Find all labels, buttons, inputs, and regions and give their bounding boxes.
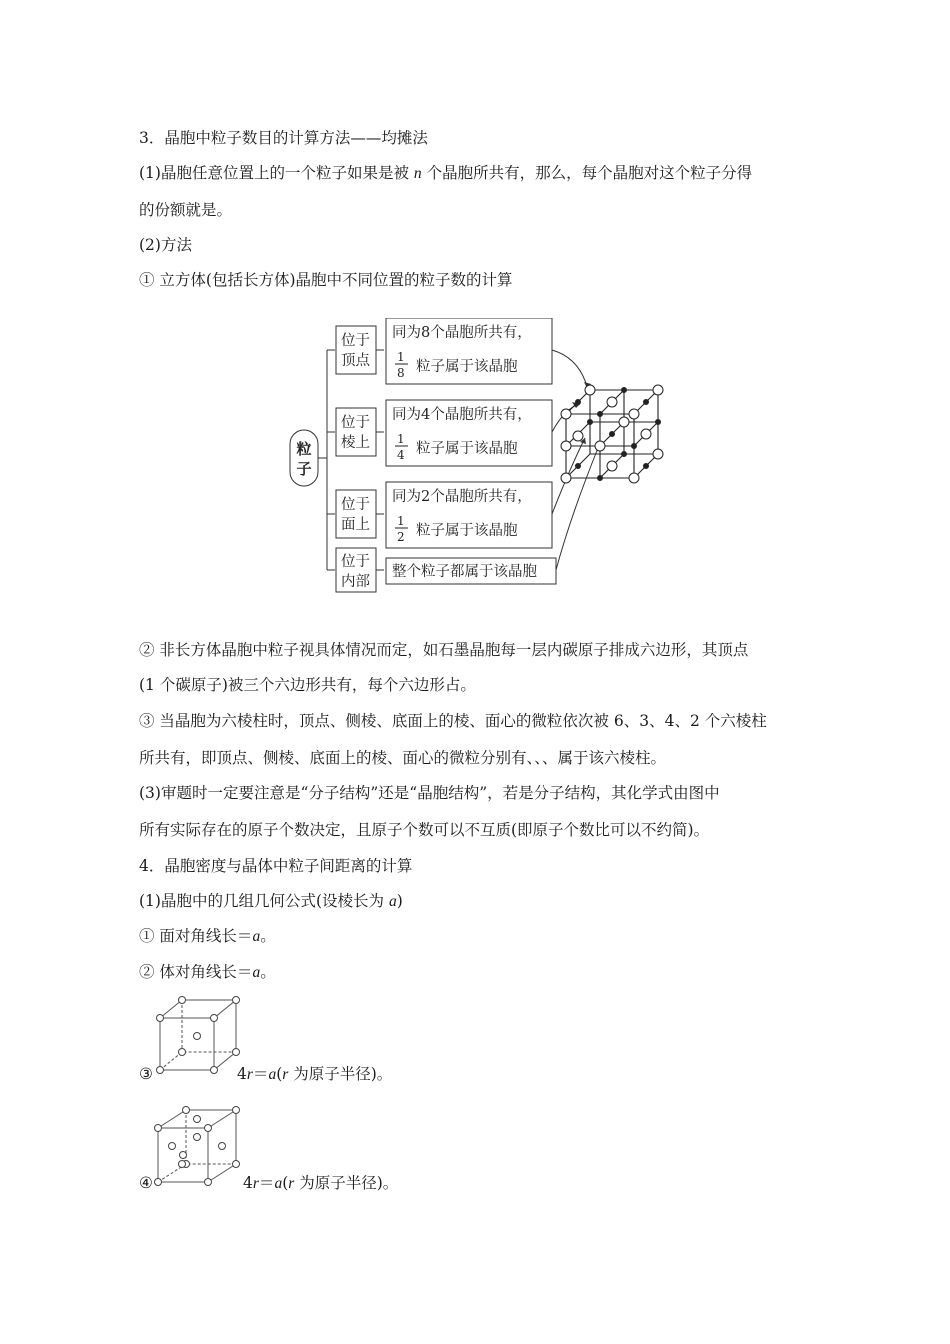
atom-face bbox=[641, 429, 651, 439]
atom-vertex bbox=[585, 385, 595, 395]
atom-face bbox=[619, 417, 629, 427]
pos-face-2: 面上 bbox=[341, 517, 370, 533]
variable-a: a bbox=[252, 928, 261, 945]
text: ＝ bbox=[252, 1065, 269, 1083]
formula-3-marker: ③ bbox=[139, 1065, 153, 1083]
formula-4-marker: ④ bbox=[139, 1174, 153, 1192]
atom-edge bbox=[576, 400, 581, 405]
atom-edge bbox=[576, 464, 581, 469]
text: 个晶胞所共有，那么，每个晶胞对这个粒子分得 bbox=[421, 164, 753, 182]
text: ＝ bbox=[258, 1174, 275, 1192]
pos-face-1: 位于 bbox=[341, 497, 370, 513]
atom-face bbox=[607, 397, 617, 407]
paragraph-5-line-1: ③ 当晶胞为六棱柱时，顶点、侧棱、底面上的棱、面心的微粒依次被 6、3、4、2 个六棱柱 bbox=[139, 712, 767, 730]
paragraph-6-line-1: (3)审题时一定要注意是“分子结构”还是“晶胞结构”，若是分子结构，其化学式由图中 bbox=[139, 784, 720, 802]
pos-vertex-1: 位于 bbox=[341, 333, 370, 349]
pos-interior-2: 内部 bbox=[341, 574, 370, 590]
atom-edge bbox=[588, 420, 593, 425]
variable-n: n bbox=[413, 165, 422, 182]
formula-4 bbox=[243, 1173, 398, 1194]
frac-edge-den: 4 bbox=[397, 448, 405, 462]
frac-face-num: 1 bbox=[397, 514, 405, 528]
paragraph-1-line-2: 的份额就是。 bbox=[139, 201, 233, 219]
paragraph-5-line-2: 所共有，即顶点、侧棱、底面上的棱、面心的微粒分别有、、、属于该六棱柱。 bbox=[139, 749, 667, 767]
text: 4 bbox=[243, 1174, 253, 1192]
text: 。 bbox=[260, 963, 276, 981]
root-label-bottom: 子 bbox=[296, 460, 312, 478]
desc-interior: 整个粒子都属于该晶胞 bbox=[392, 564, 537, 580]
variable-r: r bbox=[282, 1066, 289, 1083]
pos-interior-1: 位于 bbox=[341, 554, 370, 570]
atom-face bbox=[573, 431, 583, 441]
atom-face bbox=[607, 461, 617, 471]
root-label-top: 粒 bbox=[296, 440, 312, 458]
frac-vertex-num: 1 bbox=[397, 350, 405, 364]
text: 。 bbox=[260, 927, 276, 945]
particle-position-diagram bbox=[280, 318, 700, 598]
atom-vertex bbox=[653, 449, 663, 459]
desc-vertex-line1: 同为8个晶胞所共有， bbox=[392, 325, 532, 341]
text: (1)晶胞任意位置上的一个粒子如果是被 bbox=[139, 164, 414, 182]
text: ( bbox=[276, 1065, 283, 1083]
atom-edge bbox=[632, 444, 637, 449]
heading-section-3: 3．晶胞中粒子数目的计算方法——均摊法 bbox=[139, 129, 428, 147]
frac-edge-num: 1 bbox=[397, 432, 405, 446]
paragraph-7 bbox=[139, 891, 403, 912]
text: ) bbox=[396, 892, 403, 910]
atom-edge bbox=[598, 476, 603, 481]
heading-section-4: 4．晶胞密度与晶体中粒子间距离的计算 bbox=[139, 857, 413, 875]
desc-face-line1: 同为2个晶胞所共有， bbox=[392, 489, 532, 505]
variable-r: r bbox=[246, 1066, 253, 1083]
atom-vertex bbox=[561, 473, 571, 483]
atom-edge bbox=[622, 452, 627, 457]
frac-vertex-den: 8 bbox=[397, 366, 405, 380]
atom-face bbox=[595, 441, 605, 451]
atom-interior bbox=[610, 432, 615, 437]
formula-2 bbox=[139, 962, 276, 983]
variable-a: a bbox=[252, 964, 261, 981]
atom-edge bbox=[644, 464, 649, 469]
atom-edge bbox=[598, 412, 603, 417]
atom-vertex bbox=[629, 473, 639, 483]
paragraph-2: (2)方法 bbox=[139, 236, 192, 254]
text: 为原子半径)。 bbox=[294, 1174, 399, 1192]
text: ② 体对角线长＝ bbox=[139, 963, 253, 981]
lattice-atoms bbox=[561, 385, 663, 483]
desc-vertex-line2: 粒子属于该晶胞 bbox=[416, 359, 518, 375]
paragraph-4-line-2: (1 个碳原子)被三个六边形共有，每个六边形占。 bbox=[139, 676, 476, 694]
paragraph-4-line-1: ② 非长方体晶胞中粒子视具体情况而定，如石墨晶胞每一层内碳原子排成六边形，其顶点 bbox=[139, 641, 749, 659]
text: (1)晶胞中的几组几何公式(设棱长为 bbox=[139, 892, 389, 910]
text: 为原子半径)。 bbox=[288, 1065, 393, 1083]
pos-vertex-2: 顶点 bbox=[341, 353, 370, 369]
atom-edge bbox=[622, 388, 627, 393]
desc-face-line2: 粒子属于该晶胞 bbox=[416, 523, 518, 539]
variable-a: a bbox=[388, 893, 397, 910]
paragraph-1-line-1 bbox=[139, 163, 752, 184]
formula-3 bbox=[237, 1064, 392, 1085]
atom-vertex bbox=[653, 385, 663, 395]
atom-vertex bbox=[561, 409, 571, 419]
face-centered-cube-figure bbox=[152, 1106, 244, 1190]
frac-face-den: 2 bbox=[397, 530, 405, 544]
atom-edge bbox=[644, 400, 649, 405]
text: ( bbox=[282, 1174, 289, 1192]
variable-a: a bbox=[274, 1175, 283, 1192]
arrow-vertex bbox=[552, 350, 588, 390]
variable-r: r bbox=[252, 1175, 259, 1192]
variable-r: r bbox=[288, 1175, 295, 1192]
paragraph-3: ① 立方体(包括长方体)晶胞中不同位置的粒子数的计算 bbox=[139, 271, 513, 289]
atom-vertex bbox=[629, 409, 639, 419]
desc-edge-line1: 同为4个晶胞所共有， bbox=[392, 407, 532, 423]
text: ① 面对角线长＝ bbox=[139, 927, 253, 945]
atom-edge bbox=[561, 441, 571, 451]
text: 4 bbox=[237, 1065, 247, 1083]
body-centered-cube-figure bbox=[152, 996, 242, 1080]
variable-a: a bbox=[268, 1066, 277, 1083]
formula-1 bbox=[139, 926, 276, 947]
pos-edge-1: 位于 bbox=[341, 415, 370, 431]
atom-edge bbox=[656, 420, 661, 425]
desc-edge-line2: 粒子属于该晶胞 bbox=[416, 441, 518, 457]
pos-edge-2: 棱上 bbox=[341, 435, 370, 451]
paragraph-6-line-2: 所有实际存在的原子个数决定，且原子个数可以不互质(即原子个数比可以不约简)。 bbox=[139, 821, 710, 839]
